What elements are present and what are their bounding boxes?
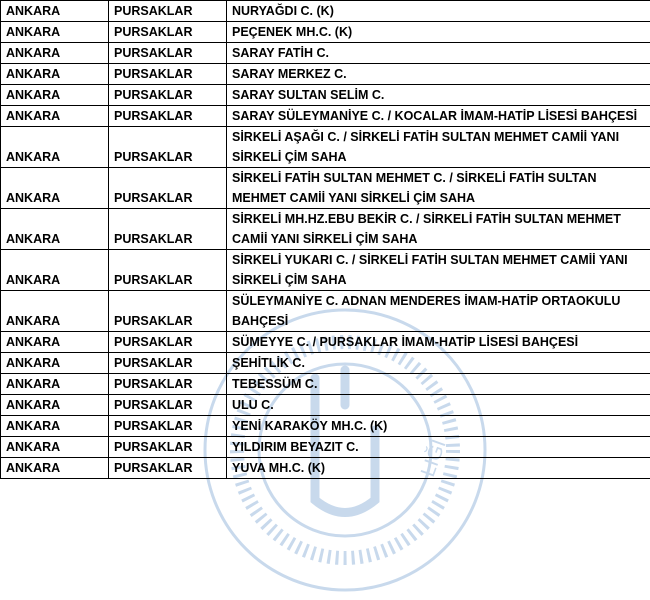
il-cell: ANKARA xyxy=(1,458,109,479)
il-cell: ANKARA xyxy=(1,43,109,64)
ilce-cell: PURSAKLAR xyxy=(109,416,227,437)
ilce-cell: PURSAKLAR xyxy=(109,85,227,106)
ilce-cell: PURSAKLAR xyxy=(109,374,227,395)
location-table-body xyxy=(1,1,650,479)
ilce-cell: PURSAKLAR xyxy=(109,291,227,332)
il-cell: ANKARA xyxy=(1,395,109,416)
mahalle-cell: SARAY SÜLEYMANİYE C. / KOCALAR İMAM-HATİP LİSESİ BAHÇESİ xyxy=(227,106,650,127)
mahalle-cell: YILDIRIM BEYAZIT C. xyxy=(227,437,650,458)
table-row xyxy=(1,395,650,416)
ilce-cell: PURSAKLAR xyxy=(109,353,227,374)
mahalle-cell: ULU C. xyxy=(227,395,650,416)
ilce-cell: PURSAKLAR xyxy=(109,127,227,168)
ilce-cell: PURSAKLAR xyxy=(109,458,227,479)
il-cell: ANKARA xyxy=(1,416,109,437)
ilce-cell: PURSAKLAR xyxy=(109,332,227,353)
table-row xyxy=(1,85,650,106)
table-row xyxy=(1,374,650,395)
table-row xyxy=(1,22,650,43)
il-cell: ANKARA xyxy=(1,291,109,332)
il-cell: ANKARA xyxy=(1,437,109,458)
table-row xyxy=(1,209,650,250)
il-cell: ANKARA xyxy=(1,22,109,43)
il-cell: ANKARA xyxy=(1,168,109,209)
il-cell: ANKARA xyxy=(1,374,109,395)
ilce-cell: PURSAKLAR xyxy=(109,209,227,250)
mahalle-cell: TEBESSÜM C. xyxy=(227,374,650,395)
ilce-cell: PURSAKLAR xyxy=(109,64,227,85)
il-cell: ANKARA xyxy=(1,250,109,291)
il-cell: ANKARA xyxy=(1,85,109,106)
table-row xyxy=(1,332,650,353)
table-row xyxy=(1,437,650,458)
table-row xyxy=(1,127,650,168)
mahalle-cell: SİRKELİ YUKARI C. / SİRKELİ FATİH SULTAN MEHMET CAMİİ YANI SİRKELİ ÇİM SAHA xyxy=(227,250,650,291)
mahalle-cell: SÜLEYMANİYE C. ADNAN MENDERES İMAM-HATİP ORTAOKULU BAHÇESİ xyxy=(227,291,650,332)
il-cell: ANKARA xyxy=(1,209,109,250)
mahalle-cell: SARAY MERKEZ C. xyxy=(227,64,650,85)
ilce-cell: PURSAKLAR xyxy=(109,106,227,127)
table-row xyxy=(1,106,650,127)
mahalle-cell: ŞEHİTLİK C. xyxy=(227,353,650,374)
mahalle-cell: PEÇENEK MH.C. (K) xyxy=(227,22,650,43)
table-row xyxy=(1,64,650,85)
table-row xyxy=(1,43,650,64)
ilce-cell: PURSAKLAR xyxy=(109,43,227,64)
ilce-cell: PURSAKLAR xyxy=(109,1,227,22)
mahalle-cell: SARAY SULTAN SELİM C. xyxy=(227,85,650,106)
il-cell: ANKARA xyxy=(1,127,109,168)
table-row xyxy=(1,250,650,291)
mahalle-cell: NURYAĞDI C. (K) xyxy=(227,1,650,22)
mahalle-cell: SİRKELİ FATİH SULTAN MEHMET C. / SİRKELİ FATİH SULTAN MEHMET CAMİİ YANI SİRKELİ ÇİM SAHA xyxy=(227,168,650,209)
mahalle-cell: SİRKELİ AŞAĞI C. / SİRKELİ FATİH SULTAN MEHMET CAMİİ YANI SİRKELİ ÇİM SAHA xyxy=(227,127,650,168)
ilce-cell: PURSAKLAR xyxy=(109,395,227,416)
mahalle-cell: YUVA MH.C. (K) xyxy=(227,458,650,479)
table-row xyxy=(1,1,650,22)
table-row xyxy=(1,416,650,437)
table-row xyxy=(1,291,650,332)
ilce-cell: PURSAKLAR xyxy=(109,250,227,291)
il-cell: ANKARA xyxy=(1,106,109,127)
ilce-cell: PURSAKLAR xyxy=(109,168,227,209)
mahalle-cell: SÜMEYYE C. / PURSAKLAR İMAM-HATİP LİSESİ BAHÇESİ xyxy=(227,332,650,353)
ilce-cell: PURSAKLAR xyxy=(109,22,227,43)
il-cell: ANKARA xyxy=(1,1,109,22)
table-row xyxy=(1,168,650,209)
table-row xyxy=(1,353,650,374)
table-row xyxy=(1,458,650,479)
il-cell: ANKARA xyxy=(1,332,109,353)
mahalle-cell: YENİ KARAKÖY MH.C. (K) xyxy=(227,416,650,437)
il-cell: ANKARA xyxy=(1,64,109,85)
ilce-cell: PURSAKLAR xyxy=(109,437,227,458)
mahalle-cell: SARAY FATİH C. xyxy=(227,43,650,64)
seal-arc-text: LIĞI xyxy=(416,436,451,479)
il-cell: ANKARA xyxy=(1,353,109,374)
mahalle-cell: SİRKELİ MH.HZ.EBU BEKİR C. / SİRKELİ FATİH SULTAN MEHMET CAMİİ YANI SİRKELİ ÇİM SAHA xyxy=(227,209,650,250)
